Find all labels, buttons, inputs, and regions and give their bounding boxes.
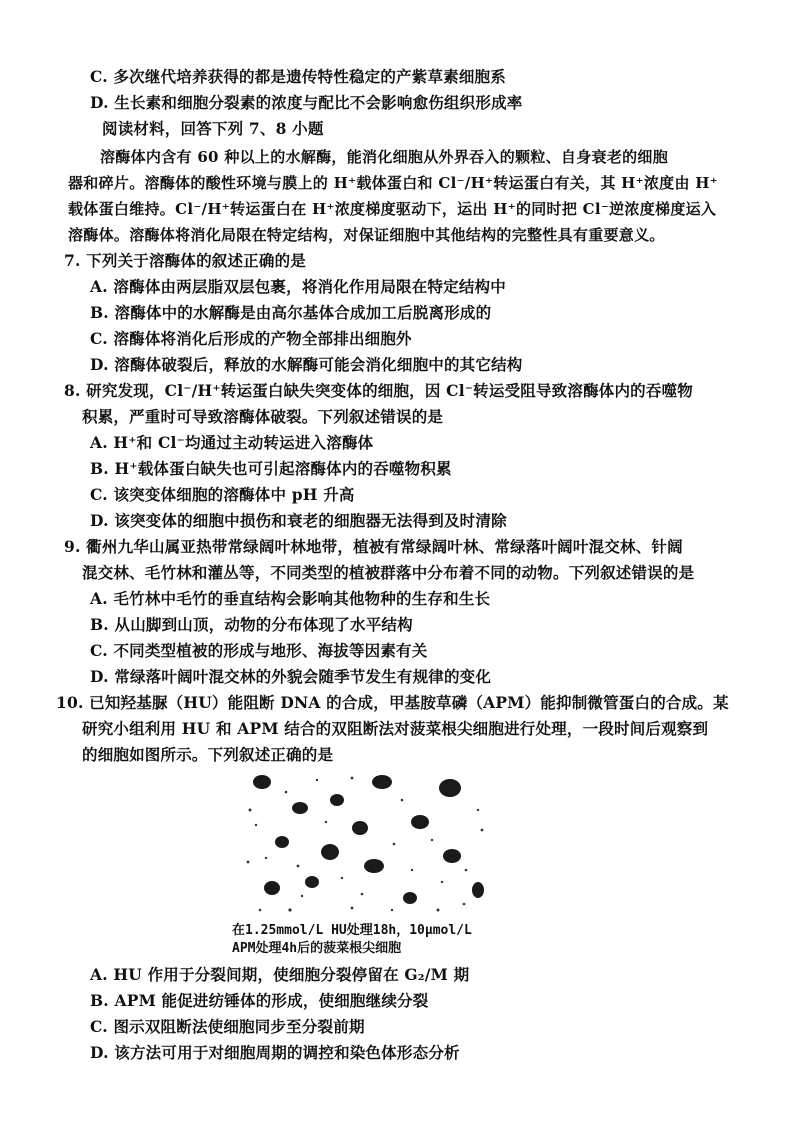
q9-option-c: C. 不同类型植被的形成与地形、海拔等因素有关 <box>90 641 428 660</box>
q10-option-a: A. HU 作用于分裂间期，使细胞分裂停留在 G₂/M 期 <box>90 965 470 984</box>
q9-option-b: B. 从山脚到山顶，动物的分布体现了水平结构 <box>90 615 413 634</box>
q7-option-d: D. 溶酶体破裂后，释放的水解酶可能会消化细胞中的其它结构 <box>90 355 523 374</box>
q9-option-d: D. 常绿落叶阔叶混交林的外貌会随季节发生有规律的变化 <box>90 667 492 686</box>
q10-option-d: D. 该方法可用于对细胞周期的调控和染色体形态分析 <box>90 1043 460 1062</box>
q10-stem-2: 研究小组利用 HU 和 APM 结合的双阻断法对菠菜根尖细胞进行处理，一段时间后观察到 <box>82 719 709 738</box>
reading-intro: 阅读材料，回答下列 7、8 小题 <box>102 119 324 138</box>
reading-line-3: 载体蛋白维持。Cl⁻/H⁺转运蛋白在 H⁺浓度梯度驱动下，运出 H⁺的同时把 Cl⁻逆浓度梯度运入 <box>68 200 717 218</box>
reading-line-1: 溶酶体内含有 60 种以上的水解酶，能消化细胞从外界吞入的颗粒、自身衰老的细胞 <box>100 148 669 166</box>
q8-option-a: A. H⁺和 Cl⁻均通过主动转运进入溶酶体 <box>90 433 374 452</box>
q7-option-a: A. 溶酶体由两层脂双层包裹，将消化作用局限在特定结构中 <box>90 277 506 296</box>
q7-option-b: B. 溶酶体中的水解酶是由高尔基体合成加工后脱离形成的 <box>90 303 492 322</box>
root-tip-micrograph <box>242 770 488 920</box>
q9-stem-1: 9. 衢州九华山属亚热带常绿阔叶林地带，植被有常绿阔叶林、常绿落叶阔叶混交林、针阔 <box>64 537 683 556</box>
q8-stem-2: 积累，严重时可导致溶酶体破裂。下列叙述错误的是 <box>82 407 444 426</box>
q10-option-c: C. 图示双阻断法使细胞同步至分裂前期 <box>90 1017 365 1036</box>
q8-option-b: B. H⁺载体蛋白缺失也可引起溶酶体内的吞噬物积累 <box>90 459 452 478</box>
q9-stem-2: 混交林、毛竹林和灌丛等，不同类型的植被群落中分布着不同的动物。下列叙述错误的是 <box>82 563 695 582</box>
reading-line-4: 溶酶体。溶酶体将消化局限在特定结构，对保证细胞中其他结构的完整性具有重要意义。 <box>68 226 665 244</box>
micrograph-image <box>242 770 488 920</box>
q8-option-d: D. 该突变体的细胞中损伤和衰老的细胞器无法得到及时清除 <box>90 511 507 530</box>
q7-stem: 7. 下列关于溶酶体的叙述正确的是 <box>64 251 306 270</box>
q8-stem-1: 8. 研究发现，Cl⁻/H⁺转运蛋白缺失突变体的细胞，因 Cl⁻转运受阻导致溶酶体内的吞噬物 <box>64 381 693 400</box>
q10-option-b: B. APM 能促进纺锤体的形成，使细胞继续分裂 <box>90 991 429 1010</box>
q7-option-c: C. 溶酶体将消化后形成的产物全部排出细胞外 <box>90 329 412 348</box>
q6-option-c: C. 多次继代培养获得的都是遗传特性稳定的产紫草素细胞系 <box>90 67 506 86</box>
q6-option-d: D. 生长素和细胞分裂素的浓度与配比不会影响愈伤组织形成率 <box>90 93 523 112</box>
reading-line-2: 器和碎片。溶酶体的酸性环境与膜上的 H⁺载体蛋白和 Cl⁻/H⁺转运蛋白有关，其 H⁺浓度由 H⁺ <box>68 174 718 192</box>
figure-caption-line-2: APM处理4h后的菠菜根尖细胞 <box>232 941 402 956</box>
q8-option-c: C. 该突变体细胞的溶酶体中 pH 升高 <box>90 485 355 504</box>
q9-option-a: A. 毛竹林中毛竹的垂直结构会影响其他物种的生存和生长 <box>90 589 491 608</box>
figure-caption-line-1: 在1.25mmol/L HU处理18h，10μmol/L <box>232 923 472 938</box>
q10-stem-3: 的细胞如图所示。下列叙述正确的是 <box>82 745 334 764</box>
q10-stem-1: 10. 已知羟基脲（HU）能阻断 DNA 的合成，甲基胺草磷（APM）能抑制微管蛋白的合成。某 <box>56 693 729 712</box>
